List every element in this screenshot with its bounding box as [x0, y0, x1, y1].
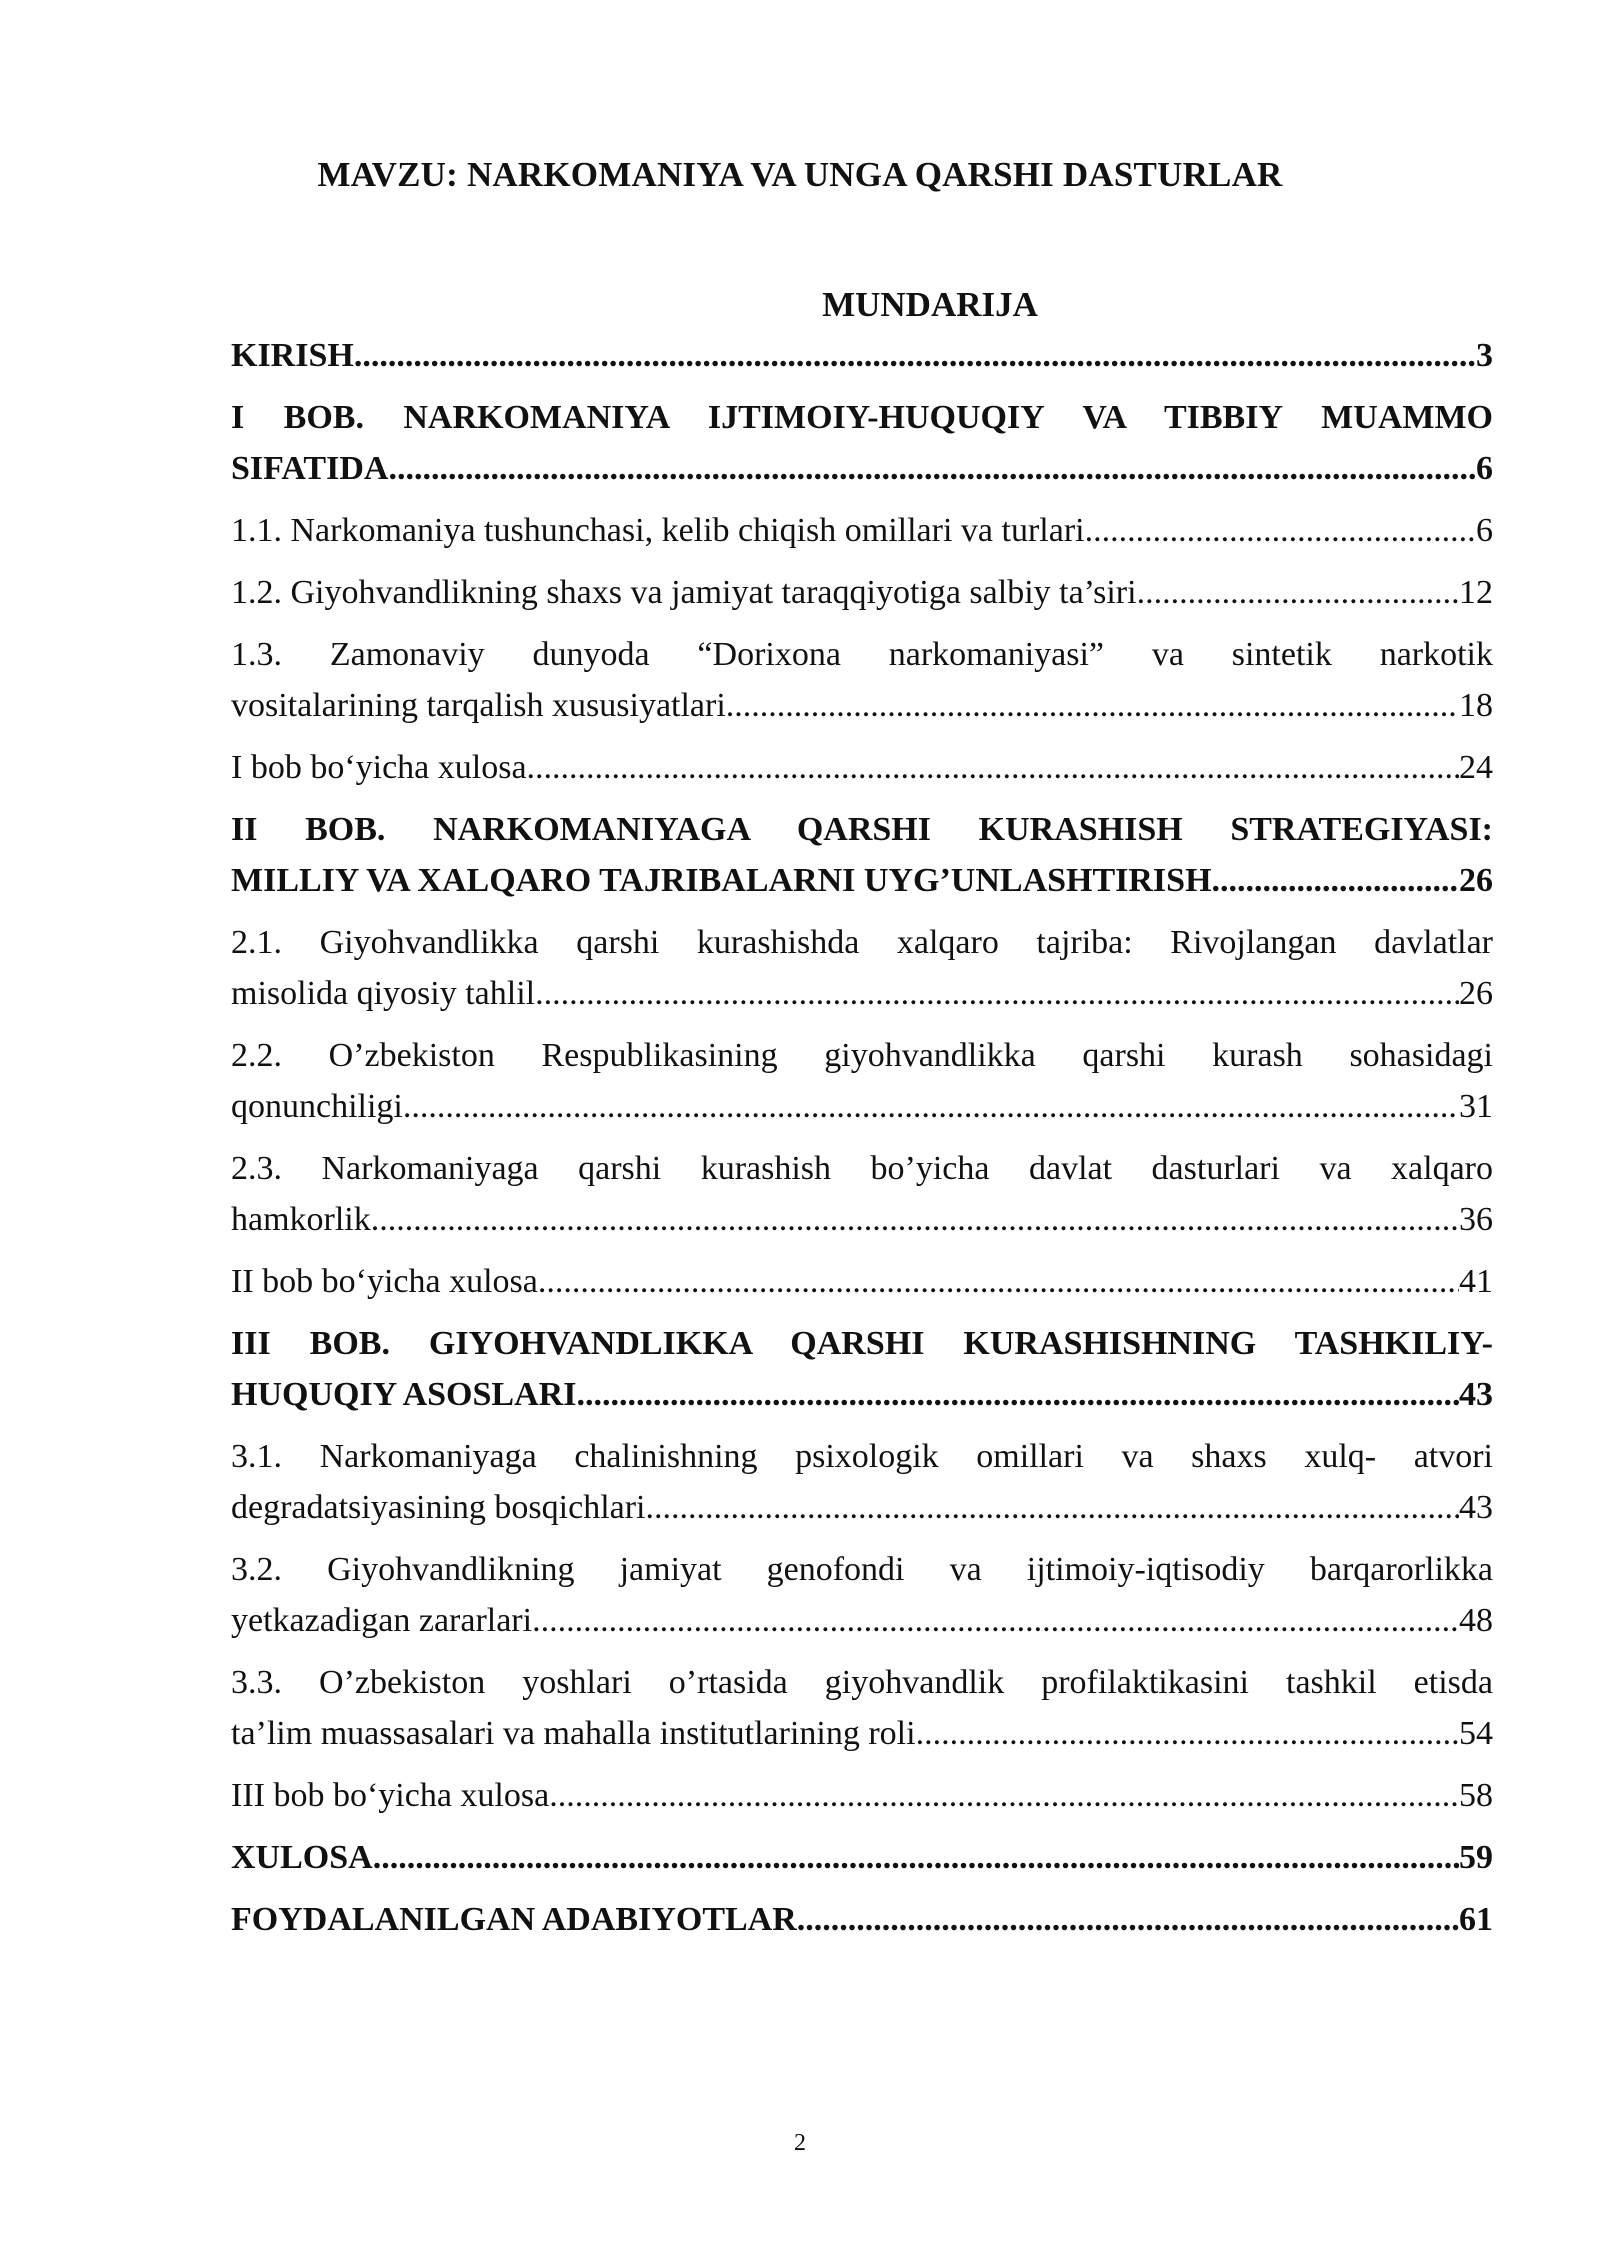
toc-entry-title-line: III BOB. GIYOHVANDLIKKA QARSHI KURASHISHNING TASHKILIY-: [231, 1325, 1493, 1362]
toc-dot-leader: [576, 1369, 1459, 1420]
toc-entry-title: 1.1. Narkomaniya tushunchasi, kelib chiqish omillari va turlari: [231, 512, 1085, 549]
toc-entry[interactable]: [231, 567, 1493, 618]
toc-entry-title-line: I BOB. NARKOMANIYA IJTIMOIY-HUQUQIY VA TIBBIY MUAMMO: [231, 399, 1493, 436]
toc-dot-leader: [354, 330, 1476, 381]
toc-entry-title-line: II BOB. NARKOMANIYAGA QARSHI KURASHISH STRATEGIYASI:: [231, 811, 1493, 848]
toc-dot-leader: [646, 1482, 1459, 1533]
toc-page-number: 26: [1459, 862, 1493, 899]
toc-entry-title: MILLIY VA XALQARO TAJRIBALARNI UYG’UNLASHTIRISH: [231, 862, 1212, 899]
toc-entry[interactable]: [231, 917, 1493, 1019]
toc-entry-title: yetkazadigan zararlari: [231, 1602, 533, 1639]
toc-entry-title-line: 3.1. Narkomaniyaga chalinishning psixologik omillari va shaxs xulq- atvori: [231, 1438, 1493, 1475]
toc-page-number: 43: [1459, 1489, 1493, 1526]
toc-entry-last-line: [231, 1194, 1493, 1245]
toc-entry-title: II bob bo‘yicha xulosa: [231, 1263, 538, 1300]
toc-page-number: 24: [1459, 749, 1493, 786]
toc-entry-title-line: 2.2. O’zbekiston Respublikasining giyohvandlikka qarshi kurash sohasidagi: [231, 1037, 1493, 1074]
table-of-contents-heading: [0, 280, 1600, 330]
toc-dot-leader: [1085, 505, 1476, 556]
toc-dot-leader: [403, 1081, 1459, 1132]
toc-entry-title: 1.2. Giyohvandlikning shaxs va jamiyat taraqqiyotiga salbiy ta’siri: [231, 574, 1137, 611]
toc-entry[interactable]: [231, 1256, 1493, 1307]
toc-entry[interactable]: [231, 1544, 1493, 1646]
toc-entry-title-line: 3.3. O’zbekiston yoshlari o’rtasida giyohvandlik profilaktikasini tashkil etisda: [231, 1664, 1493, 1701]
toc-entry-title: I bob bo‘yicha xulosa: [231, 749, 527, 786]
toc-page-number: 31: [1459, 1088, 1493, 1125]
toc-entry-title: ta’lim muassasalari va mahalla institutlarining roli: [231, 1715, 916, 1752]
toc-entry-last-line: [231, 1708, 1493, 1759]
toc-page-number: 12: [1459, 574, 1493, 611]
toc-entry-last-line: [231, 680, 1493, 731]
toc-entry-title: vositalarining tarqalish xususiyatlari: [231, 687, 726, 724]
table-of-contents-heading-text: MUNDARIJA: [822, 285, 1038, 324]
page-number: 2: [794, 2130, 806, 2156]
toc-page-number: 43: [1459, 1376, 1493, 1413]
toc-page-number: 41: [1459, 1263, 1493, 1300]
toc-dot-leader: [726, 680, 1459, 731]
toc-entry[interactable]: [231, 1657, 1493, 1759]
toc-entry-title: XULOSA: [231, 1839, 373, 1876]
toc-entry-title-line: 3.2. Giyohvandlikning jamiyat genofondi va ijtimoiy-iqtisodiy barqarorlikka: [231, 1551, 1493, 1588]
toc-page-number: 58: [1459, 1777, 1493, 1814]
toc-entry-title: KIRISH: [231, 337, 354, 374]
toc-page-number: 26: [1459, 975, 1493, 1012]
toc-dot-leader: [535, 968, 1459, 1019]
toc-page-number: 6: [1476, 450, 1493, 487]
toc-entry-title: qonunchiligi: [231, 1088, 403, 1125]
toc-entry[interactable]: [231, 392, 1493, 494]
toc-entry-title: hamkorlik: [231, 1201, 371, 1238]
toc-entry[interactable]: [231, 505, 1493, 556]
toc-dot-leader: [549, 1770, 1459, 1821]
toc-page-number: 6: [1476, 512, 1493, 549]
toc-page-number: 18: [1459, 687, 1493, 724]
toc-entry-last-line: [231, 1482, 1493, 1533]
toc-dot-leader: [797, 1894, 1459, 1945]
toc-entry-title: SIFATIDA: [231, 450, 389, 487]
toc-entry[interactable]: [231, 1143, 1493, 1245]
table-of-contents: [231, 330, 1493, 1956]
toc-entry-last-line: [231, 1081, 1493, 1132]
toc-page-number: 3: [1476, 337, 1493, 374]
toc-entry-title: misolida qiyosiy tahlil: [231, 975, 536, 1012]
toc-dot-leader: [532, 1595, 1459, 1646]
toc-entry[interactable]: [231, 1431, 1493, 1533]
toc-entry[interactable]: [231, 1832, 1493, 1883]
toc-entry-title-line: 1.3. Zamonaviy dunyoda “Dorixona narkomaniyasi” va sintetik narkotik: [231, 636, 1493, 673]
toc-entry-last-line: [231, 968, 1493, 1019]
toc-entry-title-line: 2.1. Giyohvandlikka qarshi kurashishda xalqaro tajriba: Rivojlangan davlatlar: [231, 924, 1493, 961]
toc-dot-leader: [388, 443, 1476, 494]
toc-page-number: 54: [1459, 1715, 1493, 1752]
toc-entry[interactable]: [231, 629, 1493, 731]
toc-dot-leader: [527, 742, 1459, 793]
toc-entry[interactable]: [231, 1318, 1493, 1420]
toc-page-number: 36: [1459, 1201, 1493, 1238]
toc-page-number: 59: [1459, 1839, 1493, 1876]
toc-dot-leader: [373, 1832, 1459, 1883]
toc-dot-leader: [1137, 567, 1459, 618]
toc-entry[interactable]: [231, 1030, 1493, 1132]
toc-entry-title: III bob bo‘yicha xulosa: [231, 1777, 550, 1814]
toc-entry[interactable]: [231, 1770, 1493, 1821]
toc-entry[interactable]: [231, 1894, 1493, 1945]
toc-entry[interactable]: [231, 330, 1493, 381]
toc-entry-last-line: [231, 855, 1493, 906]
toc-entry-title: FOYDALANILGAN ADABIYOTLAR: [231, 1901, 797, 1938]
toc-entry-title: degradatsiyasining bosqichlari: [231, 1489, 646, 1526]
toc-entry[interactable]: [231, 804, 1493, 906]
toc-page-number: 48: [1459, 1602, 1493, 1639]
toc-entry-last-line: [231, 443, 1493, 494]
toc-entry-last-line: [231, 1595, 1493, 1646]
toc-entry-title: HUQUQIY ASOSLARI: [231, 1376, 577, 1413]
toc-entry[interactable]: [231, 742, 1493, 793]
toc-dot-leader: [538, 1256, 1459, 1307]
toc-dot-leader: [1212, 855, 1459, 906]
toc-dot-leader: [916, 1708, 1459, 1759]
toc-dot-leader: [371, 1194, 1459, 1245]
toc-page-number: 61: [1459, 1901, 1493, 1938]
document-topic-title: MAVZU: NARKOMANIYA VA UNGA QARSHI DASTURLAR: [317, 155, 1283, 194]
toc-entry-last-line: [231, 1369, 1493, 1420]
toc-entry-title-line: 2.3. Narkomaniyaga qarshi kurashish bo’yicha davlat dasturlari va xalqaro: [231, 1150, 1493, 1187]
